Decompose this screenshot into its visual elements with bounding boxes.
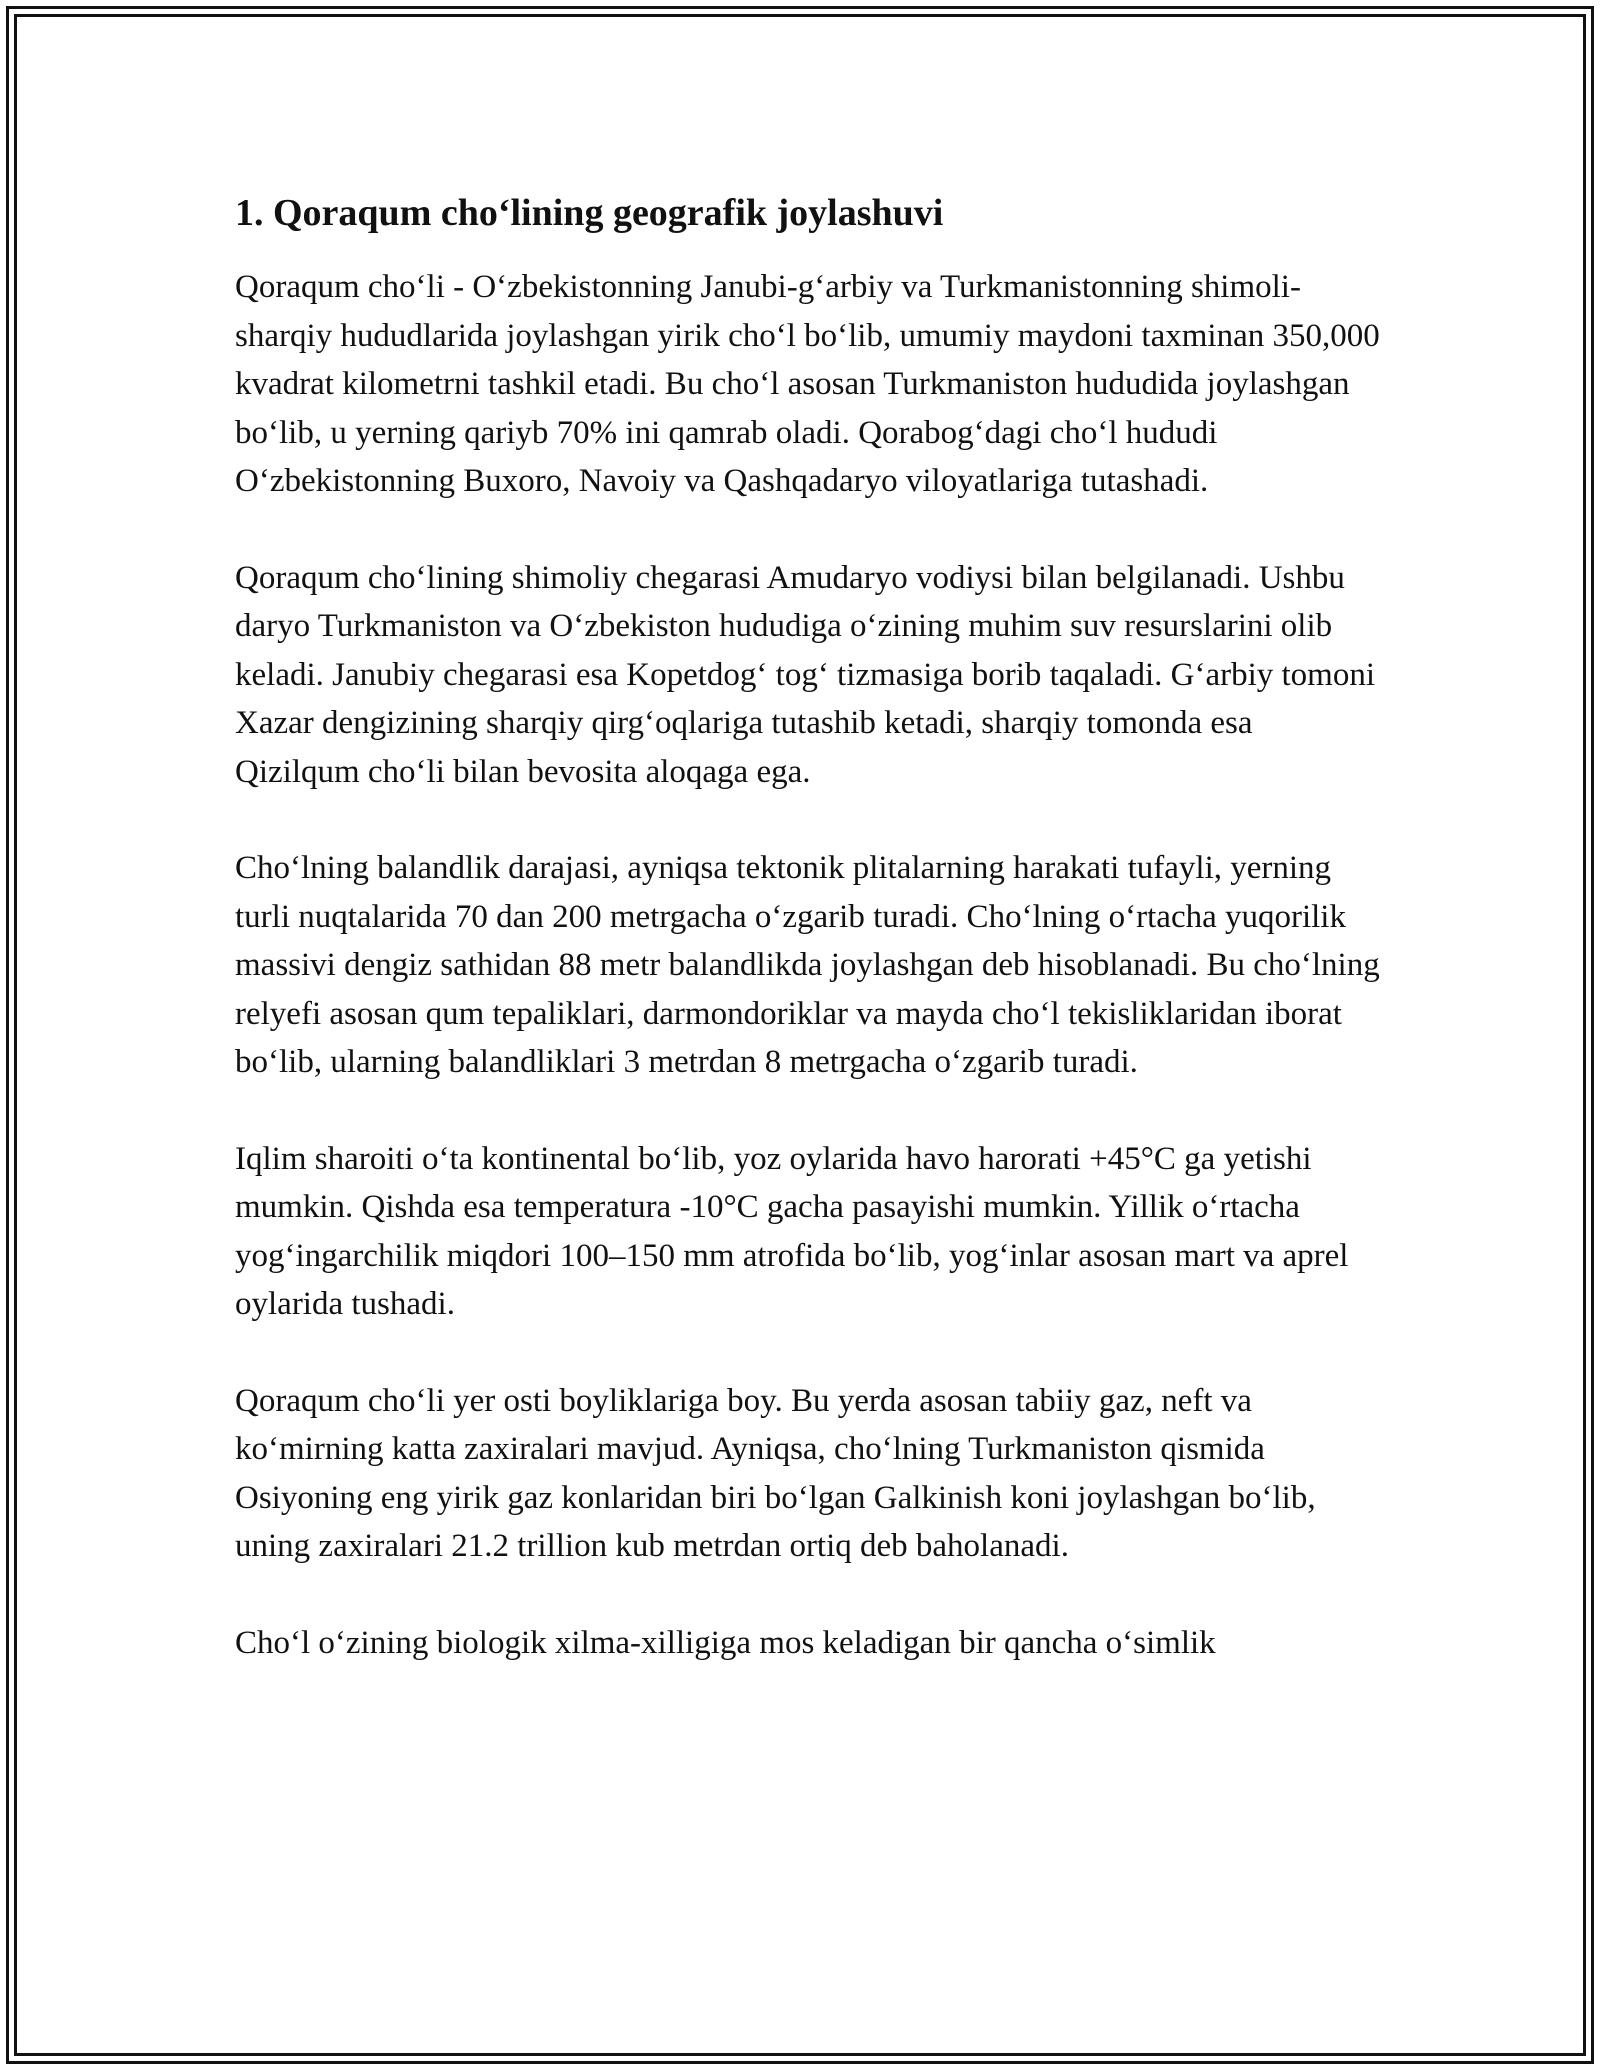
paragraph-climate: Iqlim sharoiti o‘ta kontinental bo‘lib, yoz oylarida havo harorati +45°C ga yetishi mumkin. Qishda esa temperatura -10°C gacha pasayishi mumkin. Yillik o‘rtacha yog‘ingarchilik miqdori 100–150 mm atrofida bo‘lib, yog‘inlar asosan mart va aprel oylarida tushadi. [235, 1140, 1349, 1322]
section-heading: 1. Qoraqum cho‘lining geografik joylashuvi [235, 192, 944, 234]
paragraph-elevation: Cho‘lning balandlik darajasi, ayniqsa tektonik plitalarning harakati tufayli, yerning turli nuqtalarida 70 dan 200 metrgacha o‘zgarib turadi. Cho‘lning o‘rtacha yuqorilik massivi dengiz sathidan 88 metr balandlikda joylashgan deb hisoblanadi. Bu cho‘lning relyefi asosan qum tepaliklari, darmondoriklar va mayda cho‘l tekisliklaridan iborat bo‘lib, ularning balandliklari 3 metrdan 8 metrgacha o‘zgarib turadi. [235, 850, 1380, 1080]
paragraph-borders: Qoraqum cho‘lining shimoliy chegarasi Amudaryo vodiysi bilan belgilanadi. Ushbu daryo Turkmaniston va O‘zbekiston hududiga o‘zining muhim suv resurslarini olib keladi. Janubiy chegarasi esa Kopetdog‘ tog‘ tizmasiga borib taqaladi. G‘arbiy tomoni Xazar dengizining sharqiy qirg‘oqlariga tutashib ketadi, sharqiy tomonda esa Qizilqum cho‘li bilan bevosita aloqaga ega. [235, 559, 1375, 790]
document-body [235, 185, 1380, 1715]
paragraph-biodiversity: Cho‘l o‘zining biologik xilma-xilligiga mos keladigan bir qancha o‘simlik [235, 1624, 1216, 1661]
paragraph-resources: Qoraqum cho‘li yer osti boyliklariga boy. Bu yerda asosan tabiiy gaz, neft va ko‘mirning katta zaxiralari mavjud. Ayniqsa, cho‘lning Turkmaniston qismida Osiyoning eng yirik gaz konlaridan biri bo‘lgan Galkinish koni joylashgan bo‘lib, uning zaxiralari 21.2 trillion kub metrdan ortiq deb baholanadi. [235, 1382, 1316, 1564]
paragraph-location: Qoraqum cho‘li - O‘zbekistonning Janubi-g‘arbiy va Turkmanistonning shimoli-sharqiy hududlarida joylashgan yirik cho‘l bo‘lib, umumiy maydoni taxminan 350,000 kvadrat kilometrni tashkil etadi. Bu cho‘l asosan Turkmaniston hududida joylashgan bo‘lib, u yerning qariyb 70% ini qamrab oladi. Qorabog‘dagi cho‘l hududi O‘zbekistonning Buxoro, Navoiy va Qashqadaryo viloyatlariga tutashadi. [235, 269, 1380, 499]
